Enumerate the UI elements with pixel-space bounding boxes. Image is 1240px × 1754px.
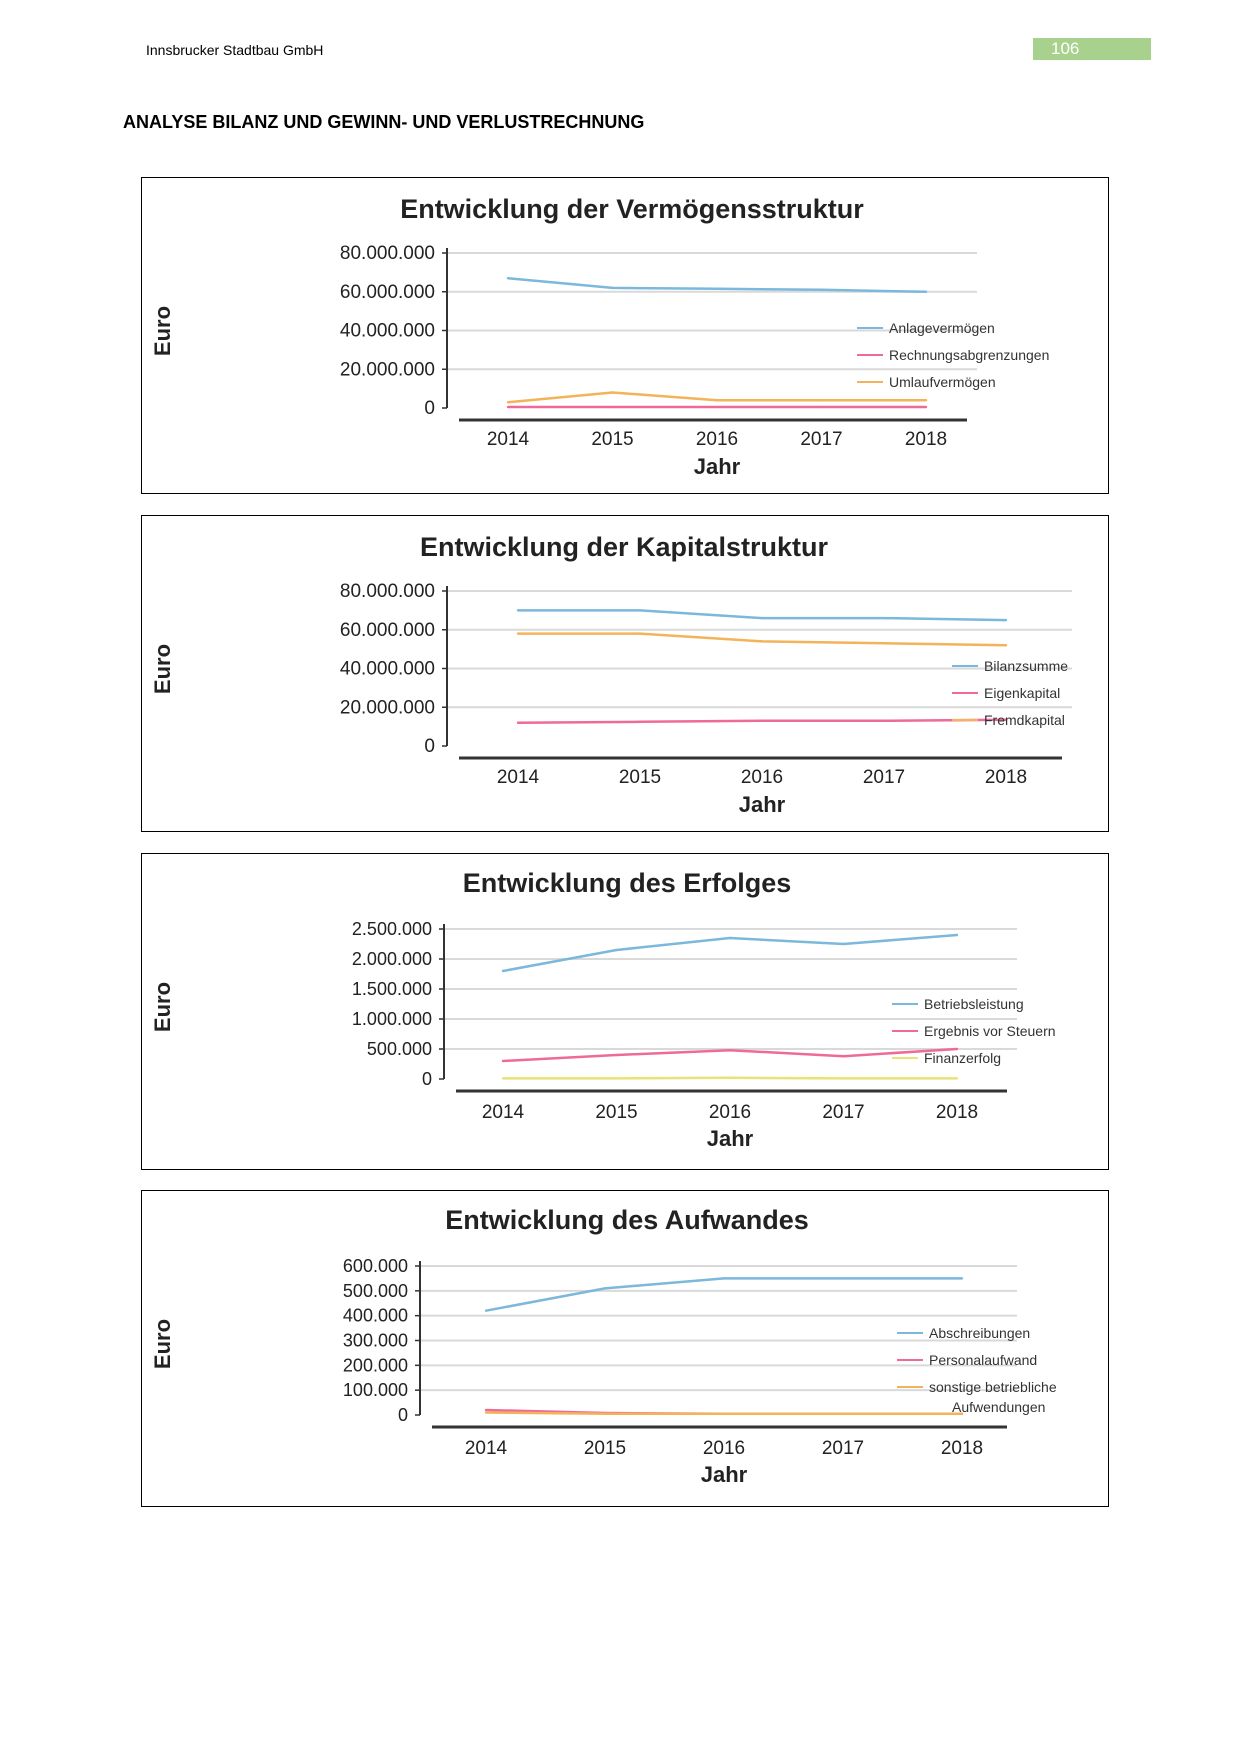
x-axis-label: Jahr — [706, 1126, 754, 1151]
data-point — [820, 406, 822, 408]
data-point — [517, 609, 519, 611]
x-axis-label: Jahr — [693, 454, 741, 479]
legend-label: Umlaufvermögen — [889, 374, 996, 390]
legend-label: Finanzerfolg — [924, 1050, 1002, 1066]
chart-aufwand — [141, 1190, 1109, 1507]
x-tick-label: 2018 — [984, 767, 1028, 788]
x-tick-label: 2014 — [464, 1438, 508, 1459]
data-point — [961, 1277, 963, 1279]
data-point — [517, 722, 519, 724]
x-tick-label: 2017 — [822, 1102, 865, 1123]
page-number-badge: 106 — [1033, 38, 1151, 60]
x-tick-label: 2015 — [595, 1102, 638, 1123]
section-title: ANALYSE BILANZ UND GEWINN- UND VERLUSTRECHNUNG — [123, 112, 645, 132]
y-axis-label: Euro — [150, 643, 175, 695]
legend-label: Bilanzsumme — [984, 658, 1069, 674]
y-axis-label: Euro — [150, 1318, 175, 1370]
x-tick-label: 2017 — [821, 1438, 865, 1459]
data-point — [604, 1287, 606, 1289]
y-tick-label: 1.000.000 — [351, 1009, 432, 1029]
data-point — [485, 1310, 487, 1312]
y-tick-label: 80.000.000 — [339, 243, 435, 264]
x-axis-label: Jahr — [700, 1462, 748, 1487]
y-tick-label: 100.000 — [342, 1380, 408, 1401]
data-point — [485, 1409, 487, 1411]
series-line — [486, 1278, 962, 1310]
data-point — [502, 1077, 504, 1079]
data-point — [502, 1060, 504, 1062]
y-tick-label: 400.000 — [342, 1305, 408, 1326]
chart-title: Entwicklung des Aufwandes — [445, 1205, 809, 1235]
data-point — [611, 287, 613, 289]
company-name: Innsbrucker Stadtbau GmbH — [146, 42, 324, 58]
data-point — [507, 401, 509, 403]
y-tick-label: 500.000 — [342, 1280, 408, 1301]
legend-label: Ergebnis vor Steuern — [924, 1023, 1056, 1039]
data-point — [716, 399, 718, 401]
data-point — [639, 632, 641, 634]
data-point — [716, 406, 718, 408]
chart-svg — [142, 854, 1108, 1169]
legend-label: Fremdkapital — [984, 712, 1065, 728]
data-point — [1005, 644, 1007, 646]
x-tick-label: 2015 — [618, 767, 662, 788]
y-tick-label: 2.500.000 — [351, 919, 432, 939]
data-point — [820, 399, 822, 401]
y-tick-label: 60.000.000 — [339, 619, 435, 641]
data-point — [723, 1413, 725, 1415]
y-tick-label: 40.000.000 — [339, 320, 435, 342]
legend-label: Personalaufwand — [929, 1352, 1038, 1368]
chart-title: Entwicklung der Vermögensstruktur — [400, 194, 864, 224]
data-point — [517, 632, 519, 634]
series-line — [518, 634, 1006, 646]
data-point — [716, 288, 718, 290]
y-tick-label: 80.000.000 — [339, 581, 435, 602]
y-tick-label: 300.000 — [342, 1330, 408, 1351]
y-tick-label: 1.500.000 — [351, 979, 432, 999]
data-point — [1005, 619, 1007, 621]
x-tick-label: 2016 — [702, 1438, 746, 1459]
y-tick-label: 0 — [397, 1405, 408, 1425]
chart-title: Entwicklung der Kapitalstruktur — [419, 532, 829, 562]
chart-svg — [142, 178, 1108, 493]
chart-title: Entwicklung des Erfolges — [462, 868, 792, 898]
x-axis-label: Jahr — [738, 792, 786, 817]
y-tick-label: 600.000 — [342, 1256, 408, 1276]
legend-label: sonstige betriebliche — [929, 1379, 1057, 1395]
x-tick-label: 2014 — [486, 429, 530, 450]
x-tick-label: 2014 — [496, 767, 540, 788]
y-tick-label: 200.000 — [342, 1355, 408, 1376]
legend-label: Rechnungsabgrenzungen — [889, 347, 1050, 363]
data-point — [883, 617, 885, 619]
y-tick-label: 0 — [424, 736, 435, 757]
chart-vermoegensstruktur — [141, 177, 1109, 494]
legend-label: Abschreibungen — [929, 1325, 1031, 1341]
y-tick-label: 0 — [421, 1069, 432, 1089]
data-point — [507, 277, 509, 279]
data-point — [639, 609, 641, 611]
chart-kapitalstruktur — [141, 515, 1109, 832]
data-point — [842, 1055, 844, 1057]
chart-svg — [142, 516, 1108, 831]
x-tick-label: 2018 — [940, 1438, 984, 1459]
data-point — [925, 406, 927, 408]
y-tick-label: 20.000.000 — [339, 359, 435, 381]
y-tick-label: 500.000 — [366, 1039, 432, 1059]
y-axis-label: Euro — [150, 305, 175, 357]
data-point — [729, 1077, 731, 1079]
data-point — [507, 406, 509, 408]
legend-label: Anlagevermögen — [889, 320, 995, 336]
data-point — [883, 720, 885, 722]
data-point — [615, 1054, 617, 1056]
data-point — [761, 617, 763, 619]
y-tick-label: 60.000.000 — [339, 281, 435, 303]
legend-label: Aufwendungen — [952, 1399, 1046, 1415]
data-point — [820, 289, 822, 291]
data-point — [615, 1077, 617, 1079]
x-tick-label: 2014 — [481, 1102, 525, 1123]
data-point — [842, 1413, 844, 1415]
data-point — [502, 970, 504, 972]
data-point — [925, 291, 927, 293]
data-point — [604, 1413, 606, 1415]
data-point — [611, 391, 613, 393]
x-tick-label: 2015 — [591, 429, 634, 450]
y-tick-label: 20.000.000 — [339, 697, 435, 719]
x-tick-label: 2017 — [800, 429, 843, 450]
x-tick-label: 2018 — [935, 1102, 979, 1123]
data-point — [729, 937, 731, 939]
chart-erfolg — [141, 853, 1109, 1170]
x-tick-label: 2015 — [583, 1438, 627, 1459]
data-point — [761, 640, 763, 642]
x-tick-label: 2016 — [695, 429, 739, 450]
data-point — [615, 949, 617, 951]
data-point — [883, 642, 885, 644]
data-point — [639, 721, 641, 723]
data-point — [611, 406, 613, 408]
series-line — [503, 935, 957, 971]
y-tick-label: 0 — [424, 398, 435, 419]
x-tick-label: 2018 — [904, 429, 948, 450]
y-tick-label: 2.000.000 — [351, 949, 432, 969]
data-point — [842, 1277, 844, 1279]
data-point — [925, 399, 927, 401]
x-tick-label: 2016 — [740, 767, 784, 788]
data-point — [485, 1411, 487, 1413]
data-point — [723, 1277, 725, 1279]
x-tick-label: 2017 — [862, 767, 906, 788]
data-point — [729, 1049, 731, 1051]
data-point — [956, 1077, 958, 1079]
legend-label: Eigenkapital — [984, 685, 1061, 701]
data-point — [956, 934, 958, 936]
data-point — [842, 1077, 844, 1079]
data-point — [842, 943, 844, 945]
chart-svg — [142, 1191, 1108, 1506]
x-tick-label: 2016 — [708, 1102, 752, 1123]
y-axis-label: Euro — [150, 981, 175, 1033]
y-tick-label: 40.000.000 — [339, 658, 435, 680]
data-point — [761, 720, 763, 722]
legend-label: Betriebsleistung — [924, 996, 1024, 1012]
